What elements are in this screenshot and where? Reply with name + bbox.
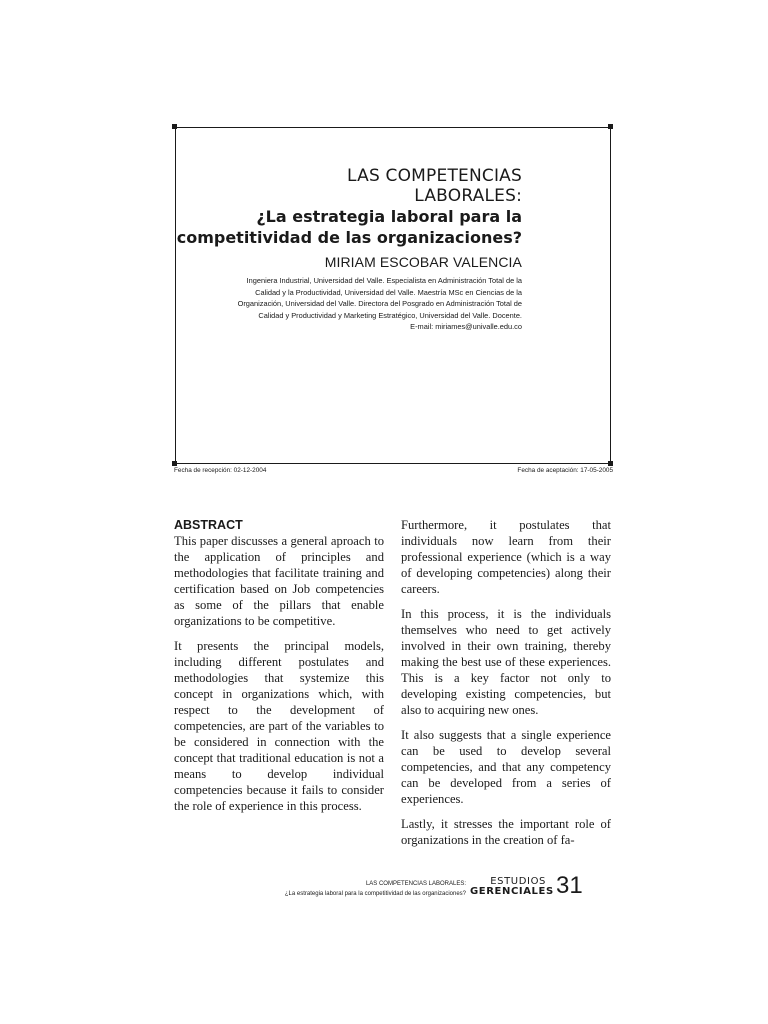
subtitle-line-2: competitividad de las organizaciones? bbox=[176, 228, 522, 247]
frame-corner-top-right bbox=[608, 124, 613, 129]
received-date: Fecha de recepción: 02-12-2004 bbox=[174, 467, 267, 474]
running-title bbox=[285, 879, 466, 899]
affiliation-line: Ingeniera Industrial, Universidad del Valle. Especialista en Administración Total de la bbox=[246, 276, 522, 285]
title-line-2: LABORALES: bbox=[414, 186, 522, 206]
running-title-line-1: LAS COMPETENCIAS LABORALES: bbox=[365, 881, 466, 887]
affiliation-line: Organización, Universidad del Valle. Directora del Posgrado en Administración Total de bbox=[237, 299, 522, 309]
abstract-paragraph: It also suggests that a single experience can be used to develop several competencies, and that any competency can be developed from a series of experiences. bbox=[401, 728, 611, 806]
affiliation-line: Calidad y Productividad y Marketing Estratégico, Universidad del Valle. Docente. bbox=[258, 310, 522, 320]
right-column bbox=[401, 517, 611, 857]
subtitle-line-1: ¿La estrategia laboral para la bbox=[256, 207, 522, 226]
running-title-line-2: ¿La estrategia laboral para la competitividad de las organizaciones? bbox=[284, 891, 466, 897]
frame-corner-bottom-left bbox=[172, 461, 177, 466]
frame-corner-bottom-right bbox=[608, 461, 613, 466]
author-name: MIRIAM ESCOBAR VALENCIA bbox=[324, 254, 522, 270]
frame-corner-top-left bbox=[172, 124, 177, 129]
abstract-heading: ABSTRACT bbox=[174, 518, 243, 532]
abstract-paragraph: Furthermore, it postulates that individuals now learn from their professional experience (which is a way of developing competencies) along their careers. bbox=[401, 518, 611, 596]
accepted-date: Fecha de aceptación: 17-05-2005 bbox=[517, 467, 613, 474]
affiliation-line: Calidad y la Productividad, Universidad del Valle. Maestría MSc en Ciencias de la bbox=[255, 287, 522, 297]
journal-name bbox=[470, 876, 554, 897]
abstract-paragraph: Lastly, it stresses the important role of organizations in the creation of fa- bbox=[401, 817, 611, 847]
left-column bbox=[174, 517, 384, 823]
abstract-paragraph: It presents the principal models, including different postulates and methodologies that systemize this concept in organizations which, with respect to the development of competencies, are part of the variables to be considered in connection with the concept that traditional education is not a means to develop individual competencies because it fails to consider the role of experience in this process. bbox=[174, 639, 384, 813]
abstract-paragraph: This paper discusses a general aproach to the application of principles and methodologies that facilitate training and certification based on Job competencies as some of the pillars that enable organizations to be competitive. bbox=[174, 534, 384, 628]
journal-name-line-1: ESTUDIOS bbox=[490, 876, 546, 887]
page-number: 31 bbox=[556, 872, 583, 899]
journal-name-line-2: GERENCIALES bbox=[470, 886, 554, 897]
title-block bbox=[142, 166, 522, 333]
affiliation-email: E-mail: miriames@univalle.edu.co bbox=[410, 322, 522, 332]
author-affiliation bbox=[142, 275, 522, 333]
title-line-1: LAS COMPETENCIAS bbox=[347, 166, 522, 186]
abstract-paragraph: In this process, it is the individuals themselves who need to get actively involved in their own training, thereby making the best use of these experiences. This is a key factor not only to developing existing competencies, but also to acquiring new ones. bbox=[401, 607, 611, 717]
dates-row bbox=[174, 467, 613, 474]
